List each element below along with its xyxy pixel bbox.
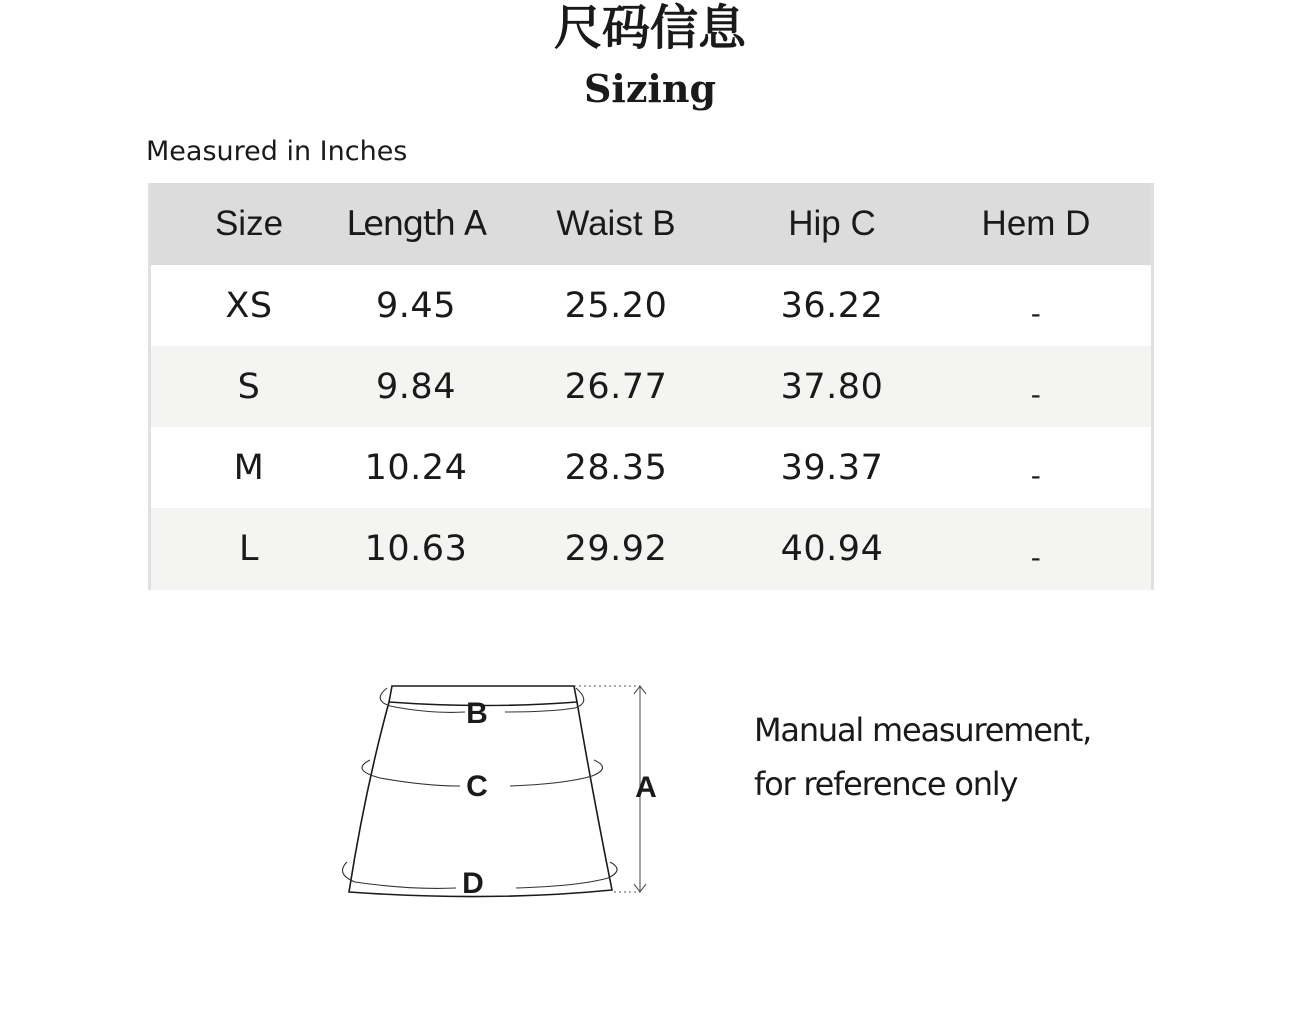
page-title-english: Sizing [583,66,717,111]
cell-hem: - [1030,459,1042,492]
waist-label: B [466,697,488,730]
header-hip: Hip C [788,204,876,243]
cell-size: S [237,366,261,407]
cell-length: 10.63 [364,529,468,569]
cell-length: 9.84 [376,366,456,407]
cell-size: L [239,529,259,569]
header-waist: Waist B [556,204,676,243]
cell-waist: 29.92 [564,529,668,569]
cell-size: XS [225,285,273,326]
cell-waist: 25.20 [564,285,668,326]
table-row [151,508,1151,590]
header-hem: Hem D [981,204,1091,243]
table-row [151,346,1151,427]
cell-hip: 37.80 [780,366,884,407]
cell-size: M [233,447,265,488]
hem-label: D [462,867,484,900]
cell-length: 10.24 [364,447,468,488]
cell-hem: - [1030,378,1042,411]
size-table [148,183,1154,590]
length-label: A [635,771,657,804]
cell-waist: 28.35 [564,447,668,488]
cell-hip: 39.37 [780,447,884,488]
table-row [151,265,1151,346]
cell-hem: - [1030,540,1042,574]
unit-note: Measured in Inches [146,136,408,167]
cell-hip: 40.94 [780,529,884,569]
cell-hem: - [1030,297,1042,330]
page-title-chinese: 尺码信息 [553,0,746,56]
table-row [151,427,1151,508]
cell-hip: 36.22 [780,285,884,326]
skirt-measurement-diagram [330,670,690,910]
header-length: Length A [346,204,486,244]
hip-label: C [466,770,488,803]
note-line-1: Manual measurement, [754,711,1092,749]
note-line-2: for reference only [754,765,1018,803]
table-header-row [151,183,1151,265]
cell-waist: 26.77 [564,366,668,407]
cell-length: 9.45 [376,285,456,326]
header-size: Size [214,204,284,243]
